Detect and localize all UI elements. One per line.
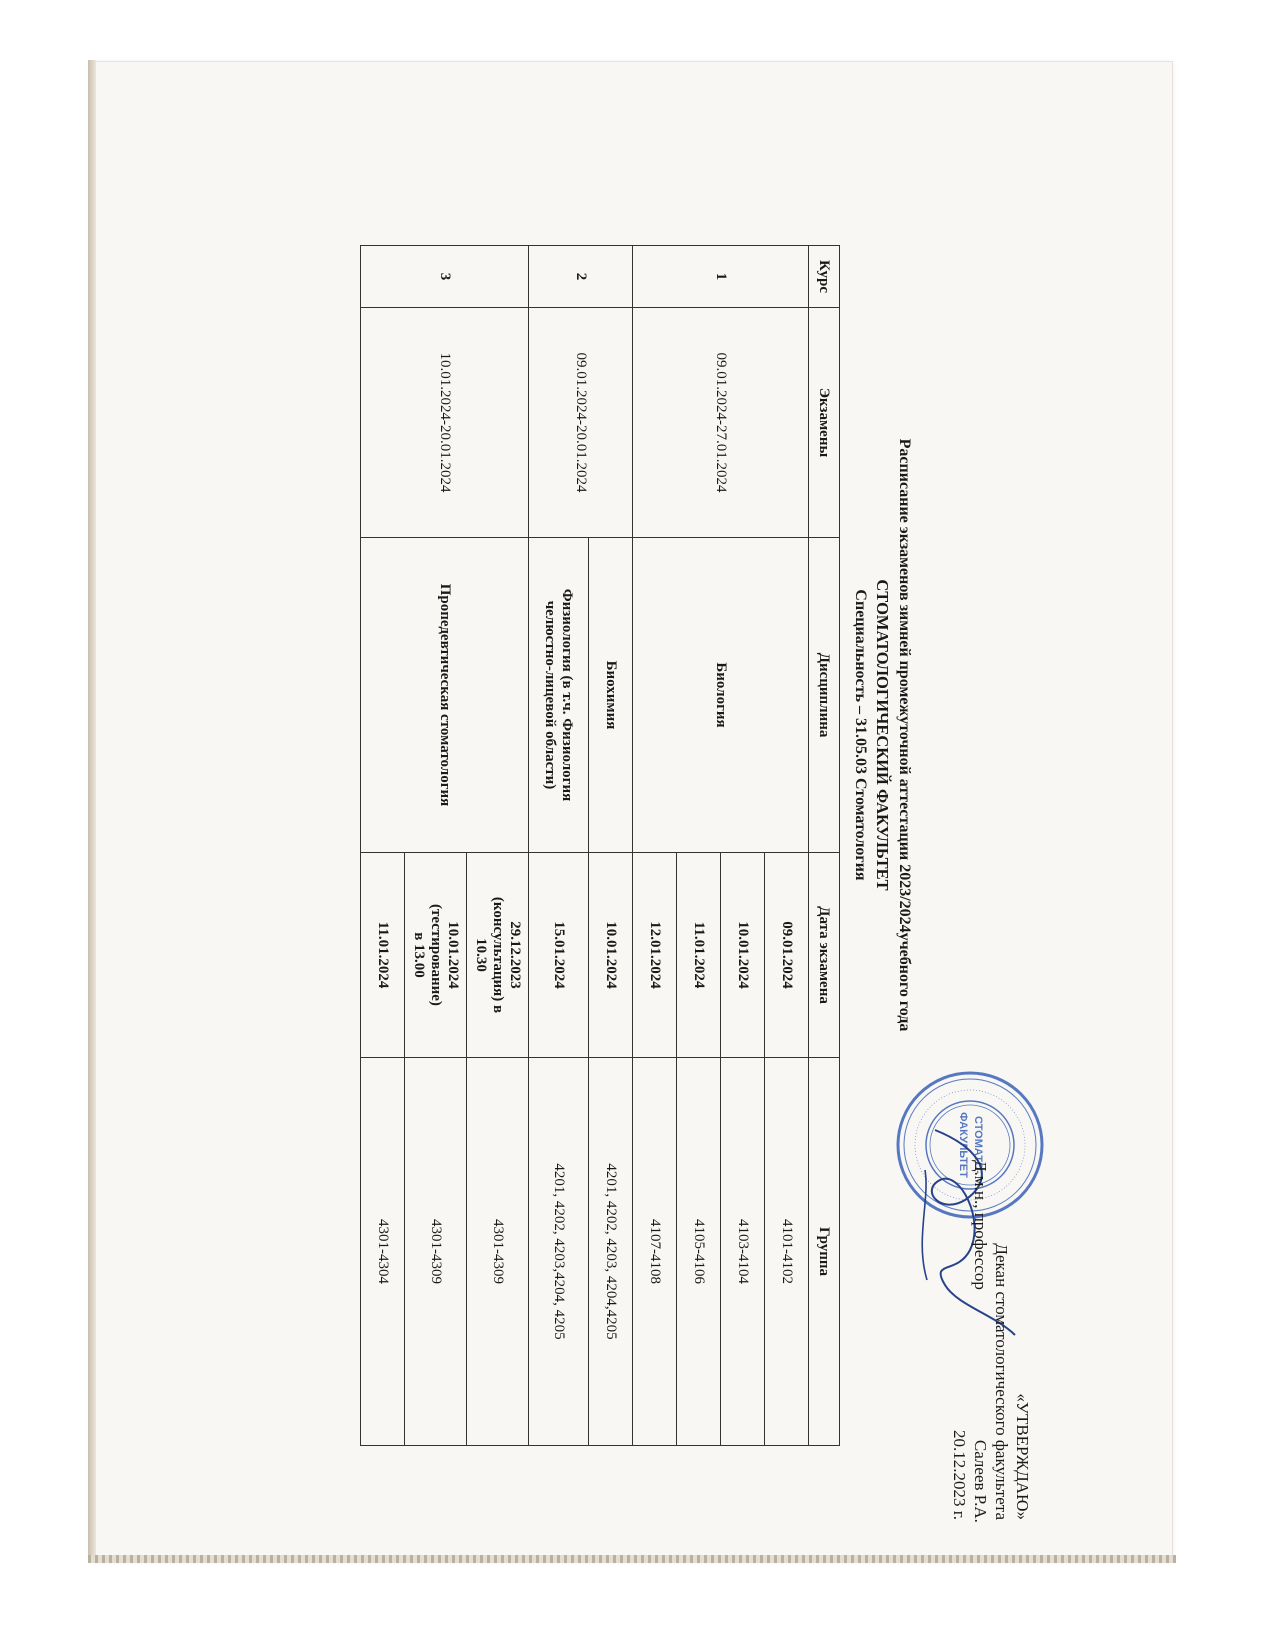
svg-text:СТОМАТО-: СТОМАТО- (972, 1116, 984, 1174)
exam-date-cell: 15.01.2024 (529, 853, 589, 1058)
exam-period-cell: 09.01.2024-20.01.2024 (529, 308, 633, 538)
approval-name: Салеев Р.А. (971, 1439, 990, 1523)
approval-stamp-word: «УТВЕРЖДАЮ» (1013, 1393, 1032, 1520)
date-line: в 13.00 (411, 932, 427, 978)
exam-date-cell (467, 853, 529, 1058)
discipline-cell (529, 538, 589, 853)
header-group: Группа (809, 1058, 840, 1446)
exam-date-cell: 11.01.2024 (361, 853, 405, 1058)
group-cell: 4101-4102 (765, 1058, 809, 1446)
title-line-3: Специальность – 31.05.03 Стоматология (852, 589, 869, 881)
group-cell: 4301-4309 (467, 1058, 529, 1446)
exam-date-cell: 09.01.2024 (765, 853, 809, 1058)
discipline-line: Физиология (в т.ч. Физиология (559, 588, 576, 802)
header-exam-date: Дата экзамена (809, 853, 840, 1058)
group-cell: 4301-4309 (405, 1058, 467, 1446)
exam-date-cell: 10.01.2024 (589, 853, 633, 1058)
exam-date-cell (405, 853, 467, 1058)
approval-degree: Д.м.н., профессор (971, 1160, 990, 1290)
header-course: Курс (809, 246, 840, 308)
exam-period-cell: 09.01.2024-27.01.2024 (633, 308, 809, 538)
approval-position: Декан стоматологического факультета (992, 1243, 1011, 1520)
exam-schedule-table (360, 245, 840, 1446)
exam-period-cell: 10.01.2024-20.01.2024 (361, 308, 529, 538)
discipline-cell: Пропедевтическая стоматология (361, 538, 529, 853)
approval-date: 20.12.2023 г. (950, 1429, 969, 1520)
discipline-cell: Биология (633, 538, 809, 853)
course-cell: 3 (361, 246, 529, 308)
rotated-page-content (55, 60, 1105, 1545)
discipline-cell: Биохимия (589, 538, 633, 853)
table-header-row (809, 246, 840, 1446)
date-line: 10.01.2024 (445, 921, 461, 989)
document-title (849, 360, 915, 1110)
exam-date-cell: 10.01.2024 (721, 853, 765, 1058)
title-line-2: СТОМАТОЛОГИЧЕСКИЙ ФАКУЛЬТЕТ (873, 579, 892, 891)
group-cell: 4201, 4202, 4203, 4204,4205 (589, 1058, 633, 1446)
title-line-1: Расписание экзаменов зимней промежуточной аттестации 2023/2024учебного года (896, 438, 913, 1032)
course-cell: 1 (633, 246, 809, 308)
table-row (589, 246, 633, 1446)
header-exams: Экзамены (809, 308, 840, 538)
group-cell: 4301-4304 (361, 1058, 405, 1446)
table-row (467, 246, 529, 1446)
course-cell: 2 (529, 246, 633, 308)
date-line: 10.30 (473, 938, 489, 972)
date-line: 29.12.2023 (507, 921, 523, 989)
group-cell: 4107-4108 (633, 1058, 677, 1446)
exam-date-cell: 12.01.2024 (633, 853, 677, 1058)
exam-date-cell: 11.01.2024 (677, 853, 721, 1058)
approval-block (949, 1160, 1033, 1523)
header-discipline: Дисциплина (809, 538, 840, 853)
svg-text:ФАКУЛЬТЕТ: ФАКУЛЬТЕТ (957, 1112, 969, 1178)
discipline-line: челюстно-лицевой области) (542, 600, 559, 790)
date-line: (консультация) в (490, 896, 506, 1014)
group-cell: 4103-4104 (721, 1058, 765, 1446)
group-cell: 4105-4106 (677, 1058, 721, 1446)
table-row (765, 246, 809, 1446)
scan-edge-bottom (88, 1555, 1176, 1563)
date-line: (тестирование) (428, 904, 444, 1006)
group-cell: 4201, 4202, 4203,4204, 4205 (529, 1058, 589, 1446)
